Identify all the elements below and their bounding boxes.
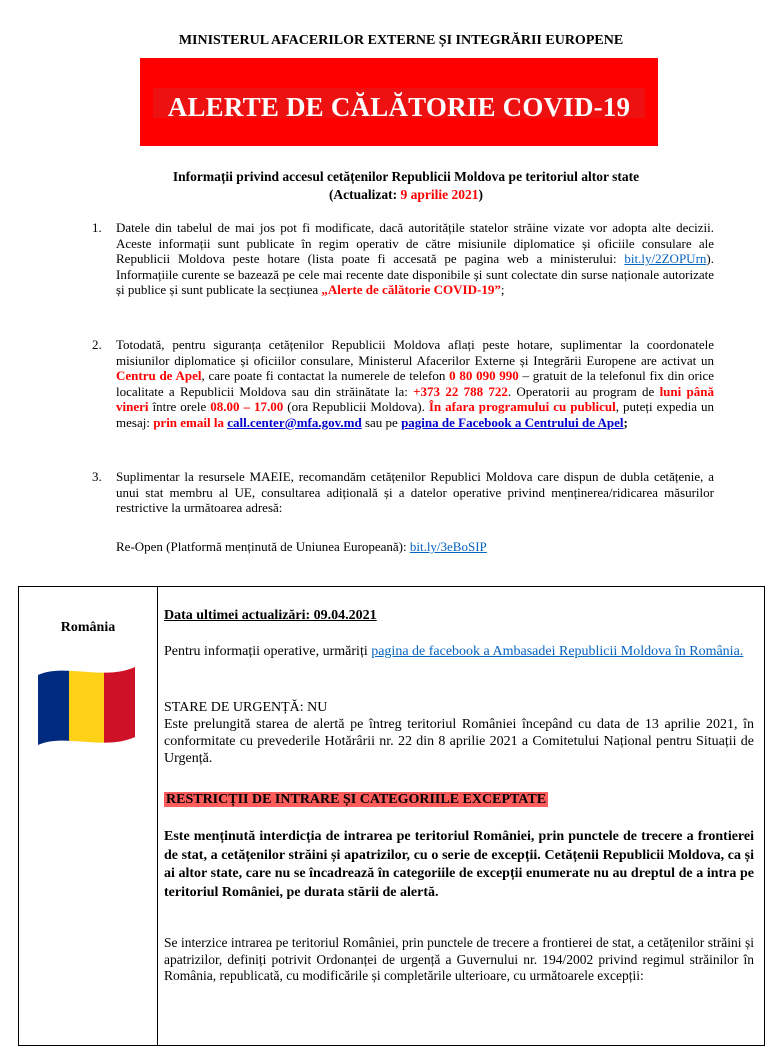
reopen-link[interactable]: bit.ly/3eBoSIP	[409, 539, 487, 554]
country-table	[18, 586, 765, 1046]
item-text: . Operatorii au program de	[507, 383, 660, 399]
free-phone: 0 80 090 990	[449, 368, 519, 384]
item-text: sau pe	[361, 414, 402, 430]
call-center-name: Centru de Apel	[116, 368, 202, 384]
item-text: , puteți expedia un mesaj:	[116, 399, 715, 430]
ministry-list-link[interactable]: bit.ly/2ZOPUrn	[624, 251, 707, 267]
last-update: Data ultimei actualizări: 09.04.2021	[164, 608, 377, 623]
alerts-section-name: „Alerte de călătorie COVID-19”	[321, 282, 501, 298]
updated-prefix: (Actualizat:	[328, 187, 401, 202]
item-text: , care poate fi contactat la numerele de telefon	[201, 368, 450, 384]
item-text: ;	[623, 414, 628, 430]
list-item-3	[92, 469, 714, 516]
alert-banner	[140, 58, 658, 146]
romania-flag-icon	[34, 661, 139, 749]
item-text: – gratuit de la telefonul fix din orice localitate a Republicii Moldova sau din străinătate la:	[116, 368, 714, 399]
item-number: 3.	[92, 469, 102, 484]
country-name: România	[60, 620, 116, 635]
item-number: 2.	[92, 337, 102, 352]
item-text: între orele	[148, 399, 211, 415]
reopen-line	[116, 539, 487, 555]
ministry-title: MINISTERUL AFACERILOR EXTERNE ȘI INTEGRĂRII EUROPENE	[178, 33, 624, 48]
updated-date: 9 aprilie 2021	[400, 187, 479, 202]
column-divider	[157, 587, 158, 1045]
entry-ban-paragraph: Este menținută interdicția de intrarea pe teritoriul României, prin punctele de trecere a frontierei de stat, a cetățenilor străini și apatrizilor, cu o serie de excepții. Cetățenii Republicii Moldova, ca și ai altor state, care nu se încadrează în categoriile de excepții enumerate nu au dreptul de a intra pe teritoriul României, pe durata stării de alertă.	[164, 829, 754, 900]
info-text: Pentru informații operative, urmăriți	[164, 644, 372, 659]
work-days: luni până vineri	[116, 383, 714, 415]
restrictions-heading: RESTRICȚII DE INTRARE ȘI CATEGORIILE EXCEPTATE	[166, 792, 547, 807]
reopen-label: Re-Open (Platformă menținută de Uniunea Europeană):	[116, 539, 410, 554]
intl-phone: +373 22 788 722	[413, 383, 508, 399]
document-subtitle	[0, 168, 768, 204]
email-link[interactable]: call.center@mfa.gov.md	[227, 414, 362, 430]
item-text: Suplimentar la resursele MAEIE, recomandăm cetățenilor Republici Moldova care dispun de dubla cetățenie, a unui stat membru al UE, consultarea adițională și a datelor operative privind menținerea/ridicarea măsurilor restrictive la următoarea adresă:	[116, 469, 714, 516]
email-prefix: prin email la	[153, 414, 228, 430]
item-text: ). Informațiile curente se bazează pe cele mai recente date disponibile și sunt colectate din surse naționale autorizate și publice și sunt publicate la secțiunea	[116, 251, 714, 298]
facebook-call-center-link[interactable]: pagina de Facebook a Centrului de Apel	[401, 414, 624, 430]
exceptions-paragraph: Se interzice intrarea pe teritoriul României, prin punctele de trecere a frontierei de stat, a cetățenilor străini și apatrizilor, definiți potrivit Ordonanței de urgență a Guvernului nr. 194/2002 privind regimul străinilor în România, republicată, cu modificările și completările ulterioare, cu următoarele excepții:	[164, 935, 754, 983]
list-item-2	[92, 337, 715, 431]
urgency-label: STARE DE URGENȚĂ:	[164, 700, 304, 715]
outside-hours: În afara programului cu publicul	[428, 399, 616, 415]
embassy-facebook-link[interactable]: pagina de facebook a Ambasadei Republicii Moldova în România.	[371, 644, 744, 659]
item-text: ;	[500, 282, 505, 298]
item-text: (ora Republicii Moldova).	[283, 399, 429, 415]
alert-paragraph: Este prelungită starea de alertă pe întreg teritoriul României începând cu data de 13 aprilie 2021, în conformitate cu prevederile Hotărârii nr. 22 din 8 aprilie 2021 a Comitetului Național pentru Situații de Urgență.	[164, 717, 754, 766]
item-text: Datele din tabelul de mai jos pot fi modificate, dacă autoritățile statelor străine vizate vor adopta alte decizii. Aceste informații sunt publicate în regim operativ de către misiunile diplomatice și oficiile consulare ale Republicii Moldova peste hotare (lista poate fi accesată pe pagina web a ministerului:	[116, 220, 714, 267]
updated-suffix: )	[478, 187, 484, 202]
item-number: 1.	[92, 220, 102, 235]
banner-title: ALERTE DE CĂLĂTORIE COVID-19	[167, 92, 631, 122]
subtitle-line: Informații privind accesul cetățenilor Republicii Moldova pe teritoriul altor state	[172, 169, 640, 184]
work-hours: 08.00 – 17.00	[210, 399, 284, 415]
subtitle-updated	[0, 186, 768, 204]
item-text: Totodată, pentru siguranța cetățenilor Republicii Moldova aflați peste hotare, suplimentar la coordonatele misiunilor diplomatice și oficiilor consulare, Ministerul Afacerilor Externe și Integrării Europene are activat un	[116, 337, 714, 368]
urgency-value: NU	[303, 700, 328, 715]
list-item-1	[92, 220, 714, 298]
